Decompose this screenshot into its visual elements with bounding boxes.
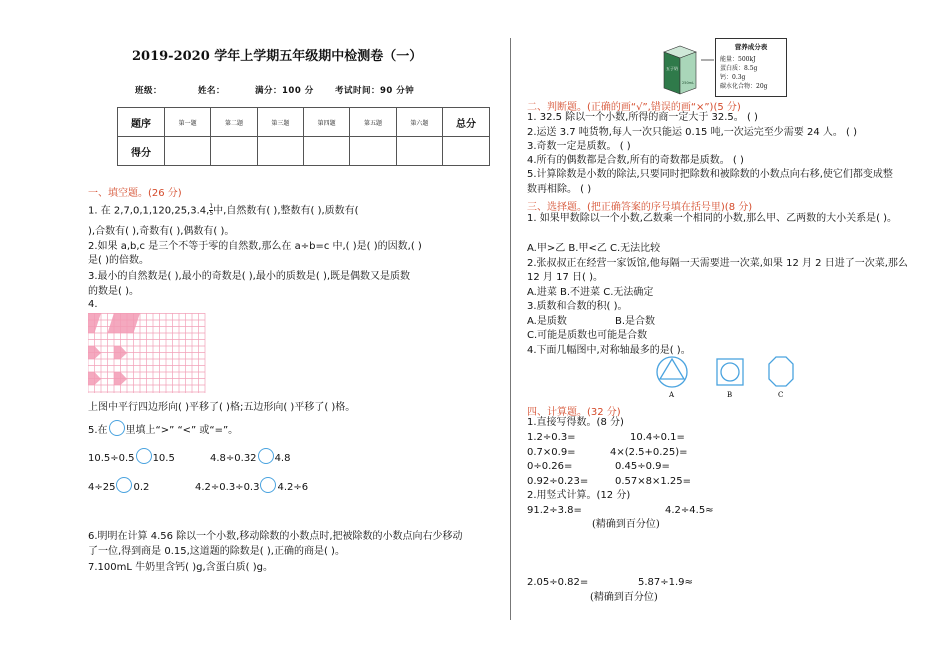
question-1-cont: ),合数有( ),奇数有( ),偶数有( )。 bbox=[88, 226, 235, 237]
compare-2-left: 4.8÷0.32 bbox=[210, 453, 257, 464]
score-table bbox=[117, 107, 490, 166]
judge-3: 3.奇数一定是质数。 ( ) bbox=[527, 141, 631, 152]
nutrition-title: 营养成分表 bbox=[734, 43, 768, 51]
compare-4-right: 4.2÷6 bbox=[277, 482, 309, 493]
calc-2-r1b: 4.2÷4.5≈ bbox=[665, 505, 714, 516]
calc-2-note-2: (精确到百分位) bbox=[590, 592, 658, 603]
choice-3-option-c: C.可能是质数也可能是合数 bbox=[527, 330, 648, 341]
choice-1-options: A.甲>乙 B.甲<乙 C.无法比较 bbox=[527, 243, 661, 254]
question-4: 4. bbox=[88, 299, 98, 310]
q1-frac-den: 5 bbox=[209, 210, 214, 217]
milk-volume: 250mL bbox=[682, 81, 695, 85]
calc-1-r1b: 10.4÷0.1= bbox=[630, 432, 685, 443]
choice-3-option-b: B.是合数 bbox=[615, 316, 656, 327]
info-name: 姓名： bbox=[198, 86, 226, 96]
score-cell[interactable] bbox=[350, 137, 396, 166]
calc-2-note-1: (精确到百分位) bbox=[592, 519, 660, 530]
score-row-head-2: 得分 bbox=[118, 137, 165, 166]
choice-4: 4.下面几幅图中,对称轴最多的是( )。 bbox=[527, 345, 691, 356]
compare-2-right: 4.8 bbox=[274, 453, 291, 464]
section-4-heading: 四、计算题。(32 分) bbox=[527, 407, 621, 418]
choice-2-cont: 12 月 17 日( )。 bbox=[527, 272, 603, 283]
calc-2-r1a: 91.2÷3.8= bbox=[527, 505, 582, 516]
compare-item-3 bbox=[88, 477, 149, 495]
question-5 bbox=[88, 420, 238, 438]
judge-5: 5.计算除数是小数的除法,只要同时把除数和被除数的小数点向右移,使它们都变成整 bbox=[527, 169, 893, 180]
judge-2: 2.运送 3.7 吨货物,每人一次只能运 0.15 吨,一次运完至少需要 24 人。 ( ) bbox=[527, 127, 858, 138]
parallelogram-moved bbox=[108, 313, 141, 333]
question-1 bbox=[88, 204, 359, 219]
section-1-heading: 一、填空题。(26 分) bbox=[88, 188, 182, 199]
question-3-cont: 的数是( )。 bbox=[88, 286, 139, 297]
q1-frac-num: 1 bbox=[209, 203, 214, 210]
score-cell[interactable] bbox=[211, 137, 257, 166]
calc-1-r2a: 0.7×0.9= bbox=[527, 447, 576, 458]
score-col-3: 第三题 bbox=[257, 108, 303, 137]
score-col-6: 第六题 bbox=[396, 108, 442, 137]
question-7: 7.100mL 牛奶里含钙( )g,含蛋白质( )g。 bbox=[88, 562, 273, 573]
score-cell[interactable] bbox=[165, 137, 211, 166]
nutrition-panel bbox=[715, 38, 787, 97]
pentagon-left-bottom bbox=[88, 372, 101, 385]
score-cell[interactable] bbox=[443, 137, 490, 166]
compare-item-1 bbox=[88, 448, 175, 466]
calc-1-r1a: 1.2÷0.3= bbox=[527, 432, 576, 443]
compare-blank-3[interactable] bbox=[116, 477, 132, 493]
pentagon-moved-bottom bbox=[114, 372, 127, 385]
score-total-head: 总分 bbox=[443, 108, 490, 137]
nutrition-carb: 碳水化合物：20g bbox=[720, 83, 768, 90]
calc-1-heading: 1.直接写得数。(8 分) bbox=[527, 417, 624, 428]
info-score: 满分：100 分 bbox=[255, 86, 314, 96]
judge-1: 1. 32.5 除以一个小数,所得的商一定大于 32.5。 ( ) bbox=[527, 112, 758, 123]
compare-3-left: 4÷25 bbox=[88, 482, 116, 493]
question-6: 6.明明在计算 4.56 除以一个小数,移动除数的小数点时,把被除数的小数点向右少移动 bbox=[88, 531, 463, 542]
column-divider bbox=[510, 38, 511, 620]
q5-text-a: 5.在 bbox=[88, 425, 108, 436]
pointer-arrow-icon bbox=[700, 56, 716, 64]
choice-3: 3.质数和合数的积( )。 bbox=[527, 301, 628, 312]
choice-3-option-a: A.是质数 bbox=[527, 316, 567, 327]
nutrition-energy: 能量：500kJ bbox=[720, 56, 756, 63]
q1-text-b: 中,自然数有( ),整数有( ),质数有( bbox=[213, 205, 359, 217]
nutrition-protein: 蛋白质：8.5g bbox=[720, 65, 758, 72]
compare-item-2 bbox=[210, 448, 290, 466]
figure-b-circle bbox=[721, 363, 739, 381]
compare-4-left: 4.2÷0.3÷0.3 bbox=[195, 482, 260, 493]
info-time: 考试时间：90 分钟 bbox=[335, 86, 415, 96]
compare-blank-4[interactable] bbox=[260, 477, 276, 493]
compare-circle-icon bbox=[109, 420, 125, 436]
score-row-head: 题序 bbox=[118, 108, 165, 137]
score-cell[interactable] bbox=[257, 137, 303, 166]
judge-5-cont: 数再相除。 ( ) bbox=[527, 184, 592, 195]
figure-c-octagon bbox=[769, 357, 793, 386]
q1-text-a: 1. 在 2,7,0,1,120,25,3.4, bbox=[88, 205, 210, 217]
calc-1-r2b: 4×(2.5+0.25)= bbox=[610, 447, 688, 458]
calc-1-r4b: 0.57×8×1.25= bbox=[615, 476, 692, 487]
score-cell[interactable] bbox=[396, 137, 442, 166]
figure-c-label: C bbox=[778, 391, 784, 399]
compare-blank-2[interactable] bbox=[258, 448, 274, 464]
figure-a-label: A bbox=[669, 391, 675, 399]
calc-2-r2a: 2.05÷0.82= bbox=[527, 577, 589, 588]
calc-1-r3b: 0.45÷0.9= bbox=[615, 461, 670, 472]
page-title: 2019-2020 学年上学期五年级期中检测卷（一） bbox=[132, 49, 423, 64]
calc-2-r2b: 5.87÷1.9≈ bbox=[638, 577, 693, 588]
compare-1-right: 10.5 bbox=[152, 453, 175, 464]
info-class: 班级： bbox=[135, 86, 163, 96]
symmetry-figures bbox=[655, 355, 800, 400]
figure-b-label: B bbox=[727, 391, 733, 399]
compare-3-right: 0.2 bbox=[133, 482, 150, 493]
question-2-cont: 是( )的倍数。 bbox=[88, 255, 149, 266]
choice-1: 1. 如果甲数除以一个小数,乙数乘一个相同的小数,那么甲、乙两数的大小关系是( )。 bbox=[527, 213, 898, 224]
compare-item-4 bbox=[195, 477, 308, 495]
nutrition-calcium: 钙：0.3g bbox=[720, 74, 746, 81]
question-3: 3.最小的自然数是( ),最小的奇数是( ),最小的质数是( ),既是偶数又是质数 bbox=[88, 271, 411, 282]
calc-1-r3a: 0÷0.26= bbox=[527, 461, 573, 472]
judge-4: 4.所有的偶数都是合数,所有的奇数都是质数。 ( ) bbox=[527, 155, 744, 166]
parallelogram-original bbox=[88, 313, 101, 333]
milk-label: 五子奶 bbox=[666, 66, 678, 71]
score-col-2: 第二题 bbox=[211, 108, 257, 137]
q5-text-b: 里填上“>” “<” 或“=”。 bbox=[125, 425, 239, 436]
score-col-1: 第一题 bbox=[165, 108, 211, 137]
question-6-cont: 了一位,得到商是 0.15,这道题的除数是( ),正确的商是( )。 bbox=[88, 546, 345, 557]
milk-carton-image bbox=[660, 44, 700, 96]
choice-2-options: A.进菜 B.不进菜 C.无法确定 bbox=[527, 287, 654, 298]
score-cell[interactable] bbox=[303, 137, 349, 166]
compare-blank-1[interactable] bbox=[136, 448, 152, 464]
question-2: 2.如果 a,b,c 是三个不等于零的自然数,那么在 a÷b=c 中,( )是( )的因数,( ) bbox=[88, 241, 422, 252]
translation-grid-figure bbox=[88, 313, 206, 393]
calc-2-heading: 2.用竖式计算。(12 分) bbox=[527, 490, 631, 501]
score-col-5: 第五题 bbox=[350, 108, 396, 137]
calc-1-r4a: 0.92÷0.23= bbox=[527, 476, 589, 487]
question-4-answer: 上图中平行四边形向( )平移了( )格;五边形向( )平移了( )格。 bbox=[88, 402, 356, 413]
figure-a-triangle bbox=[660, 359, 684, 379]
choice-2: 2.张叔叔正在经营一家饭馆,他每隔一天需要进一次菜,如果 12 月 2 日进了一次菜,那么 bbox=[527, 258, 908, 269]
compare-1-left: 10.5÷0.5 bbox=[88, 453, 135, 464]
pentagon-moved-top bbox=[114, 346, 127, 359]
section-3-heading: 三、选择题。(把正确答案的序号填在括号里)(8 分) bbox=[527, 202, 753, 213]
pentagon-left-top bbox=[88, 346, 101, 359]
section-2-heading: 二、判断题。(正确的画“√”,错误的画“×”)(5 分) bbox=[527, 102, 741, 113]
figure-a-circle bbox=[657, 357, 687, 387]
score-col-4: 第四题 bbox=[303, 108, 349, 137]
